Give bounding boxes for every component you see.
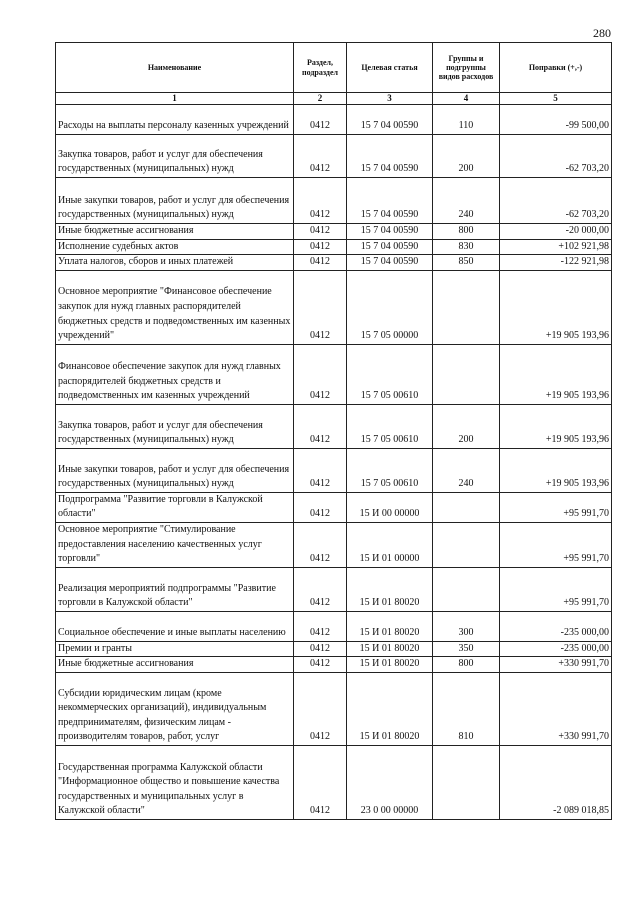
row-name: Финансовое обеспечение закупок для нужд главных распорядителей бюджетных средств и подведомственных им казенных учреждений	[56, 344, 294, 404]
row-section: 0412	[294, 745, 347, 819]
row-name: Уплата налогов, сборов и иных платежей	[56, 255, 294, 271]
header-section: Раздел, подраздел	[294, 43, 347, 93]
row-name: Иные закупки товаров, работ и услуг для обеспечения государственных (муниципальных) нужд	[56, 448, 294, 492]
table-row	[56, 105, 612, 135]
column-number: 1	[56, 93, 294, 105]
row-group	[433, 567, 500, 611]
row-name: Иные закупки товаров, работ и услуг для обеспечения государственных (муниципальных) нужд	[56, 178, 294, 224]
row-group: 810	[433, 672, 500, 745]
row-section: 0412	[294, 255, 347, 271]
row-section: 0412	[294, 239, 347, 255]
row-group	[433, 492, 500, 522]
row-target-code: 15 7 05 00000	[347, 270, 433, 344]
row-amount: -62 703,20	[500, 178, 612, 224]
row-name: Исполнение судебных актов	[56, 239, 294, 255]
row-name: Иные бюджетные ассигнования	[56, 657, 294, 673]
row-group: 240	[433, 448, 500, 492]
row-name: Расходы на выплаты персоналу казенных учреждений	[56, 105, 294, 135]
column-number: 2	[294, 93, 347, 105]
row-target-code: 15 7 05 00610	[347, 448, 433, 492]
row-name: Закупка товаров, работ и услуг для обеспечения государственных (муниципальных) нужд	[56, 404, 294, 448]
table-row	[56, 492, 612, 522]
row-section: 0412	[294, 344, 347, 404]
table-row	[56, 135, 612, 178]
row-target-code: 15 7 05 00610	[347, 344, 433, 404]
row-name: Государственная программа Калужской области "Информационное общество и повышение качества государственных и муниципальных услуг в Калужской области"	[56, 745, 294, 819]
row-section: 0412	[294, 657, 347, 673]
table-row	[56, 270, 612, 344]
row-name: Реализация мероприятий подпрограммы "Развитие торговли в Калужской области"	[56, 567, 294, 611]
row-target-code: 15 7 04 00590	[347, 105, 433, 135]
table-row	[56, 255, 612, 271]
row-target-code: 15 7 05 00610	[347, 404, 433, 448]
page-number: 280	[593, 26, 611, 40]
table-row	[56, 224, 612, 240]
row-amount: -235 000,00	[500, 611, 612, 641]
row-amount: +19 905 193,96	[500, 448, 612, 492]
column-number: 5	[500, 93, 612, 105]
row-amount: +95 991,70	[500, 492, 612, 522]
row-group: 240	[433, 178, 500, 224]
table-row	[56, 239, 612, 255]
row-section: 0412	[294, 135, 347, 178]
table-row	[56, 567, 612, 611]
row-target-code: 15 7 04 00590	[347, 224, 433, 240]
row-target-code: 15 7 04 00590	[347, 255, 433, 271]
table-row	[56, 404, 612, 448]
row-target-code: 15 7 04 00590	[347, 239, 433, 255]
header-amendment: Поправки (+,-)	[500, 43, 612, 93]
header-group: Группы и подгруппы видов расходов	[433, 43, 500, 93]
header-name: Наименование	[56, 43, 294, 93]
table-row	[56, 745, 612, 819]
table-header-row	[56, 43, 612, 93]
row-group	[433, 344, 500, 404]
row-name: Закупка товаров, работ и услуг для обеспечения государственных (муниципальных) нужд	[56, 135, 294, 178]
row-amount: -235 000,00	[500, 641, 612, 657]
table-row	[56, 641, 612, 657]
row-section: 0412	[294, 567, 347, 611]
row-amount: -122 921,98	[500, 255, 612, 271]
row-group	[433, 522, 500, 567]
row-target-code: 15 И 01 00000	[347, 522, 433, 567]
row-amount: +95 991,70	[500, 522, 612, 567]
row-group: 110	[433, 105, 500, 135]
row-group: 350	[433, 641, 500, 657]
row-target-code: 23 0 00 00000	[347, 745, 433, 819]
row-amount: +95 991,70	[500, 567, 612, 611]
row-section: 0412	[294, 611, 347, 641]
table-row	[56, 657, 612, 673]
row-amount: -62 703,20	[500, 135, 612, 178]
row-group: 200	[433, 404, 500, 448]
row-group: 800	[433, 657, 500, 673]
row-name: Субсидии юридическим лицам (кроме некоммерческих организаций), индивидуальным предпринимателям, физическим лицам - производителям товаров, работ, услуг	[56, 672, 294, 745]
column-number: 3	[347, 93, 433, 105]
row-name: Премии и гранты	[56, 641, 294, 657]
row-section: 0412	[294, 522, 347, 567]
row-amount: +330 991,70	[500, 672, 612, 745]
row-name: Социальное обеспечение и иные выплаты населению	[56, 611, 294, 641]
table-row	[56, 522, 612, 567]
table-row	[56, 611, 612, 641]
row-section: 0412	[294, 672, 347, 745]
row-amount: -99 500,00	[500, 105, 612, 135]
column-number-row	[56, 93, 612, 105]
table-row	[56, 672, 612, 745]
row-group	[433, 270, 500, 344]
column-number: 4	[433, 93, 500, 105]
row-target-code: 15 7 04 00590	[347, 135, 433, 178]
row-section: 0412	[294, 641, 347, 657]
row-name: Иные бюджетные ассигнования	[56, 224, 294, 240]
row-name: Основное мероприятие "Финансовое обеспечение закупок для нужд главных распорядителей бюджетных средств и подведомственных им казенных учреждений"	[56, 270, 294, 344]
row-section: 0412	[294, 224, 347, 240]
row-target-code: 15 И 01 80020	[347, 657, 433, 673]
row-group: 200	[433, 135, 500, 178]
row-name: Подпрограмма "Развитие торговли в Калужской области"	[56, 492, 294, 522]
table-row	[56, 448, 612, 492]
row-section: 0412	[294, 404, 347, 448]
row-target-code: 15 И 00 00000	[347, 492, 433, 522]
row-target-code: 15 И 01 80020	[347, 611, 433, 641]
row-group: 800	[433, 224, 500, 240]
row-section: 0412	[294, 492, 347, 522]
row-amount: +330 991,70	[500, 657, 612, 673]
row-target-code: 15 И 01 80020	[347, 641, 433, 657]
table-row	[56, 178, 612, 224]
row-section: 0412	[294, 270, 347, 344]
row-section: 0412	[294, 448, 347, 492]
row-amount: +19 905 193,96	[500, 344, 612, 404]
row-group: 850	[433, 255, 500, 271]
row-amount: +19 905 193,96	[500, 270, 612, 344]
row-group: 830	[433, 239, 500, 255]
row-target-code: 15 7 04 00590	[347, 178, 433, 224]
row-amount: +102 921,98	[500, 239, 612, 255]
row-section: 0412	[294, 178, 347, 224]
row-amount: +19 905 193,96	[500, 404, 612, 448]
row-target-code: 15 И 01 80020	[347, 672, 433, 745]
row-group: 300	[433, 611, 500, 641]
row-name: Основное мероприятие "Стимулирование предоставления населению качественных услуг торговли"	[56, 522, 294, 567]
row-section: 0412	[294, 105, 347, 135]
budget-amendments-table	[55, 42, 612, 820]
row-target-code: 15 И 01 80020	[347, 567, 433, 611]
row-group	[433, 745, 500, 819]
header-target: Целевая статья	[347, 43, 433, 93]
row-amount: -20 000,00	[500, 224, 612, 240]
row-amount: -2 089 018,85	[500, 745, 612, 819]
table-row	[56, 344, 612, 404]
